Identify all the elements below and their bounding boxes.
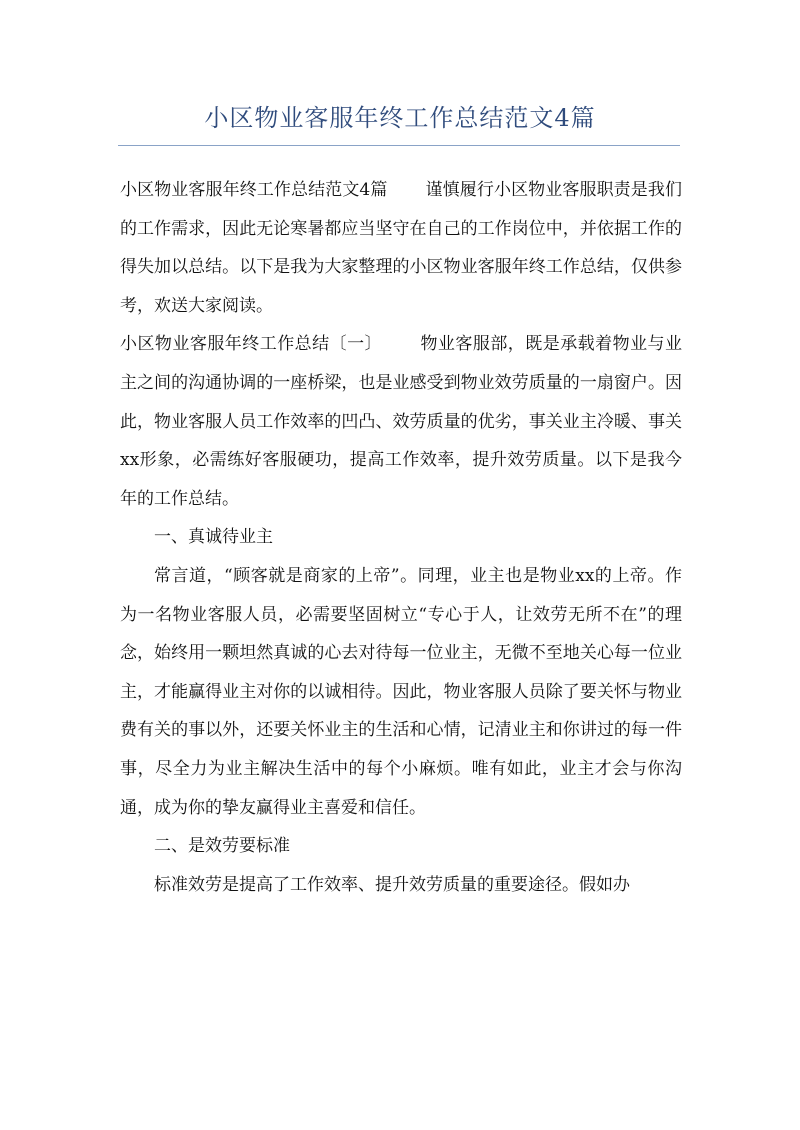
part1-text: 物业客服部，既是承载着物业与业主之间的沟通协调的一座桥梁，也是业感受到物业效劳质量的一扇窗户。因此，物业客服人员工作效率的凹凸、效劳质量的优劣，事关业主冷暖、事关xx形象，必需练好客服硬功，提高工作效率，提升效劳质量。以下是我今年的工作总结。 [120, 334, 682, 509]
document-title: 小区物业客服年终工作总结范文4篇 [204, 104, 596, 132]
section1-heading: 一、真诚待业主 [154, 527, 273, 548]
part1-heading: 小区物业客服年终工作总结〔一〕 [120, 334, 382, 355]
document-body [120, 171, 682, 904]
intro-paragraph [120, 171, 682, 325]
intro-text: 谨慎履行小区物业客服职责是我们的工作需求，因此无论寒暑都应当坚守在自己的工作岗位中，并依据工作的得失加以总结。以下是我为大家整理的小区物业客服年终工作总结，仅供参考，欢送大家阅读。 [120, 180, 682, 316]
section2-heading: 二、是效劳要标准 [154, 836, 290, 857]
part1-paragraph [120, 325, 682, 518]
section1-paragraph: 常言道，“顾客就是商家的上帝”。同理，业主也是物业xx的上帝。作为一名物业客服人员，必需要坚固树立“专心于人，让效劳无所不在”的理念，始终用一颗坦然真诚的心去对待每一位业主，无微不至地关心每一位业主，才能赢得业主对你的以诚相待。因此，物业客服人员除了要关怀与物业费有关的事以外，还要关怀业主的生活和心情，记清业主和你讲过的每一件事，尽全力为业主解决生活中的每个小麻烦。唯有如此，业主才会与你沟通，成为你的挚友赢得业主喜爱和信任。 [120, 565, 682, 818]
section2-paragraph: 标准效劳是提高了工作效率、提升效劳质量的重要途径。假如办 [154, 874, 630, 895]
title-underline [118, 145, 680, 146]
intro-heading: 小区物业客服年终工作总结范文4篇 [120, 180, 388, 200]
